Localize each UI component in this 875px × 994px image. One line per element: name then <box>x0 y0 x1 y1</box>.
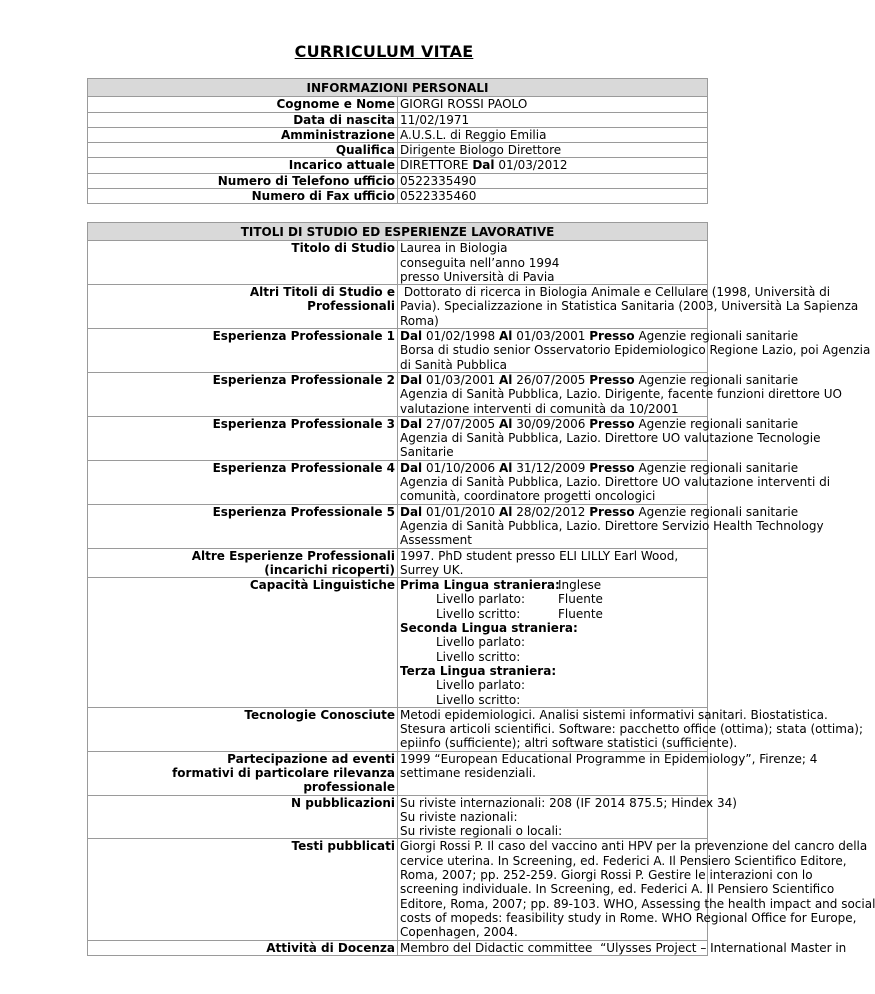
field-label: Testi pubblicati <box>88 839 398 940</box>
page-title: CURRICULUM VITAE <box>294 42 474 61</box>
field-label: Partecipazione ad eventi formativi di particolare rilevanza professionale <box>88 751 398 795</box>
table-row <box>88 578 708 708</box>
table-row <box>88 189 708 204</box>
field-label: Altri Titoli di Studio e Professionali <box>88 285 398 329</box>
field-value: 1997. PhD student presso ELI LILLY Earl Wood, Surrey UK. <box>398 548 708 578</box>
field-value: 0522335460 <box>398 189 708 204</box>
field-label: Capacità Linguistiche <box>88 578 398 708</box>
field-value: Prima Lingua straniera:Inglese Livello parlato: Fluente Livello scritto: Fluente Seconda Lingua straniera: Livello parlato: Livello scritto: Terza Lingua straniera: Livello parlato: Livello scritto: <box>398 578 708 708</box>
table-row <box>88 97 708 112</box>
table-row <box>88 241 708 285</box>
table-row <box>88 329 708 373</box>
field-label: Esperienza Professionale 2 <box>88 372 398 416</box>
field-value: 0522335490 <box>398 173 708 188</box>
table-row <box>88 112 708 127</box>
table-row <box>88 795 708 839</box>
table-row <box>88 158 708 173</box>
studies-header: TITOLI DI STUDIO ED ESPERIENZE LAVORATIVE <box>88 223 708 241</box>
table-row <box>88 285 708 329</box>
field-label: Attività di Docenza <box>88 940 398 955</box>
field-value: Giorgi Rossi P. Il caso del vaccino anti HPV per la prevenzione del cancro della cervice uterina. In Screening, ed. Federici A. Il Pensiero Scientifico Editore, Roma, 2007; pp. 252-259. Giorgi Rossi P. Gestire le interazioni con lo screening individuale. In Screening, ed. Federici A. Il Pensiero Scientifico Editore, Roma, 2007; pp. 89-103. WHO, Assessing the health impact and social costs of mopeds: feasibility study in Rome. WHO Regional Office for Europe, Copenhagen, 2004. <box>398 839 708 940</box>
field-value: Dal 01/01/2010 Al 28/02/2012 Presso Agenzie regionali sanitarie Agenzia di Sanità Pubblica, Lazio. Direttore Servizio Health Technology Assessment <box>398 504 708 548</box>
field-label: Esperienza Professionale 4 <box>88 460 398 504</box>
studies-table <box>87 222 875 956</box>
field-label: Amministrazione <box>88 127 398 142</box>
field-label: Esperienza Professionale 1 <box>88 329 398 373</box>
field-value: Dal 01/10/2006 Al 31/12/2009 Presso Agenzie regionali sanitarie Agenzia di Sanità Pubblica, Lazio. Direttore UO valutazione interventi di comunità, coordinatore progetti oncologici <box>398 460 708 504</box>
field-value: Dottorato di ricerca in Biologia Animale e Cellulare (1998, Università di Pavia). Specializzazione in Statistica Sanitaria (2003, Università La Sapienza Roma) <box>398 285 708 329</box>
field-label: Qualifica <box>88 143 398 158</box>
table-row <box>88 940 708 955</box>
field-label: Titolo di Studio <box>88 241 398 285</box>
field-value: GIORGI ROSSI PAOLO <box>398 97 708 112</box>
personal-info-header: INFORMAZIONI PERSONALI <box>88 79 708 97</box>
table-row <box>88 416 708 460</box>
field-value: Su riviste internazionali: 208 (IF 2014 875.5; Hindex 34) Su riviste nazionali: Su riviste regionali o locali: <box>398 795 708 839</box>
field-value: Laurea in Biologia conseguita nell’anno 1994 presso Università di Pavia <box>398 241 708 285</box>
table-row <box>88 504 708 548</box>
table-row <box>88 173 708 188</box>
field-label: Altre Esperienze Professionali (incarichi ricoperti) <box>88 548 398 578</box>
field-value: 1999 “European Educational Programme in Epidemiology”, Firenze; 4 settimane residenziali. <box>398 751 708 795</box>
personal-info-table <box>87 78 708 204</box>
table-row <box>88 460 708 504</box>
field-value: Dal 01/02/1998 Al 01/03/2001 Presso Agenzie regionali sanitarie Borsa di studio senior Osservatorio Epidemiologico Regione Lazio, poi Agenzia di Sanità Pubblica <box>398 329 708 373</box>
field-label: Numero di Telefono ufficio <box>88 173 398 188</box>
table-row <box>88 839 708 940</box>
field-value: Membro del Didactic committee “Ulysses Project – International Master in <box>398 940 708 955</box>
field-value: A.U.S.L. di Reggio Emilia <box>398 127 708 142</box>
table-row <box>88 707 708 751</box>
field-label: N pubblicazioni <box>88 795 398 839</box>
field-value: Dirigente Biologo Direttore <box>398 143 708 158</box>
table-row <box>88 548 708 578</box>
field-label: Data di nascita <box>88 112 398 127</box>
field-label: Tecnologie Conosciute <box>88 707 398 751</box>
table-row <box>88 127 708 142</box>
field-label: Esperienza Professionale 5 <box>88 504 398 548</box>
field-value: 11/02/1971 <box>398 112 708 127</box>
field-label: Incarico attuale <box>88 158 398 173</box>
field-value: Dal 27/07/2005 Al 30/09/2006 Presso Agenzie regionali sanitarie Agenzia di Sanità Pubblica, Lazio. Direttore UO valutazione Tecnologie Sanitarie <box>398 416 708 460</box>
field-label: Cognome e Nome <box>88 97 398 112</box>
field-value: DIRETTORE Dal 01/03/2012 <box>398 158 708 173</box>
field-value: Metodi epidemiologici. Analisi sistemi informativi sanitari. Biostatistica. Stesura articoli scientifici. Software: pacchetto office (ottima); stata (ottima); epiinfo (sufficiente); altri software statistici (sufficiente). <box>398 707 708 751</box>
field-label: Numero di Fax ufficio <box>88 189 398 204</box>
table-row <box>88 143 708 158</box>
table-row <box>88 751 708 795</box>
field-label: Esperienza Professionale 3 <box>88 416 398 460</box>
field-value: Dal 01/03/2001 Al 26/07/2005 Presso Agenzie regionali sanitarie Agenzia di Sanità Pubblica, Lazio. Dirigente, facente funzioni direttore UO valutazione interventi di comunità da 10/2001 <box>398 372 708 416</box>
table-row <box>88 372 708 416</box>
